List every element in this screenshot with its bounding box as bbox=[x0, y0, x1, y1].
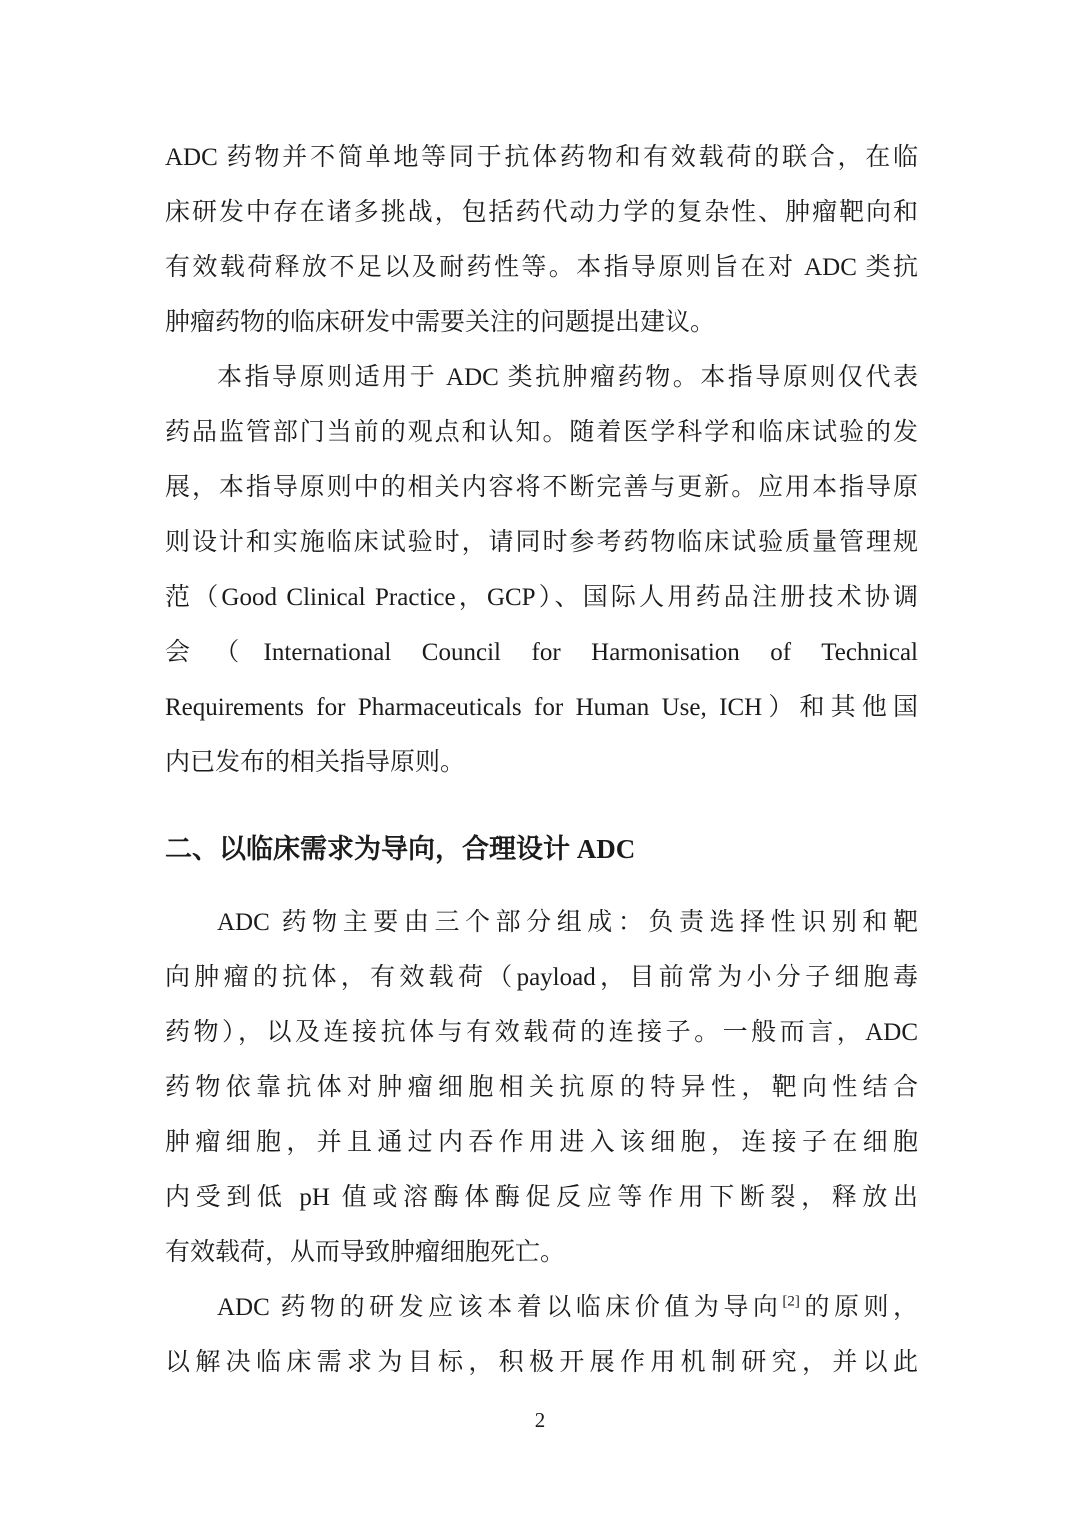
section-heading: 二、以临床需求为导向，合理设计 ADC bbox=[165, 834, 636, 864]
paragraph bbox=[165, 130, 918, 350]
text-line: 内受到低 pH 值或溶酶体酶促反应等作用下断裂，释放出 bbox=[165, 1184, 918, 1211]
text-line: 药物），以及连接抗体与有效载荷的连接子。一般而言，ADC bbox=[165, 1019, 918, 1046]
text-line: 药物依靠抗体对肿瘤细胞相关抗原的特异性，靶向性结合 bbox=[165, 1074, 918, 1101]
text-line: 会（International Council for Harmonisation of Technical bbox=[165, 639, 918, 666]
page-number: 2 bbox=[534, 1408, 546, 1432]
text-line: 药品监管部门当前的观点和认知。随着医学科学和临床试验的发 bbox=[165, 419, 918, 446]
text-line: 内已发布的相关指导原则。 bbox=[165, 749, 466, 776]
text-line: 有效载荷，从而导致肿瘤细胞死亡。 bbox=[165, 1239, 566, 1266]
footnote-reference: [2] bbox=[782, 1293, 800, 1310]
text-line: 肿瘤细胞，并且通过内吞作用进入该细胞，连接子在细胞 bbox=[165, 1129, 918, 1156]
text-line: 床研发中存在诸多挑战，包括药代动力学的复杂性、肿瘤靶向和 bbox=[165, 199, 918, 226]
text-line: Requirements for Pharmaceuticals for Human Use, ICH）和其他国 bbox=[165, 694, 918, 721]
text-line: 范（Good Clinical Practice，GCP）、国际人用药品注册技术协调 bbox=[165, 584, 918, 611]
text-line: 向肿瘤的抗体，有效载荷（payload，目前常为小分子细胞毒 bbox=[165, 964, 918, 991]
text-line: 则设计和实施临床试验时，请同时参考药物临床试验质量管理规 bbox=[165, 529, 918, 556]
text-line: 展，本指导原则中的相关内容将不断完善与更新。应用本指导原 bbox=[165, 474, 918, 501]
paragraph bbox=[165, 350, 918, 790]
text-line: ADC 药物的研发应该本着以临床价值为导向[2]的原则， bbox=[217, 1293, 918, 1321]
document-content bbox=[165, 130, 918, 1390]
text-line: 本指导原则适用于 ADC 类抗肿瘤药物。本指导原则仅代表 bbox=[217, 364, 918, 391]
text-line: ADC 药物主要由三个部分组成：负责选择性识别和靶 bbox=[217, 909, 918, 936]
paragraph bbox=[165, 1280, 918, 1390]
text-line: 以解决临床需求为目标，积极开展作用机制研究，并以此 bbox=[165, 1349, 918, 1376]
text-line: ADC 药物并不简单地等同于抗体药物和有效载荷的联合，在临 bbox=[165, 144, 918, 171]
paragraph bbox=[165, 895, 918, 1280]
text-line: 肿瘤药物的临床研发中需要关注的问题提出建议。 bbox=[165, 309, 716, 336]
text-line: 有效载荷释放不足以及耐药性等。本指导原则旨在对 ADC 类抗 bbox=[165, 254, 918, 281]
